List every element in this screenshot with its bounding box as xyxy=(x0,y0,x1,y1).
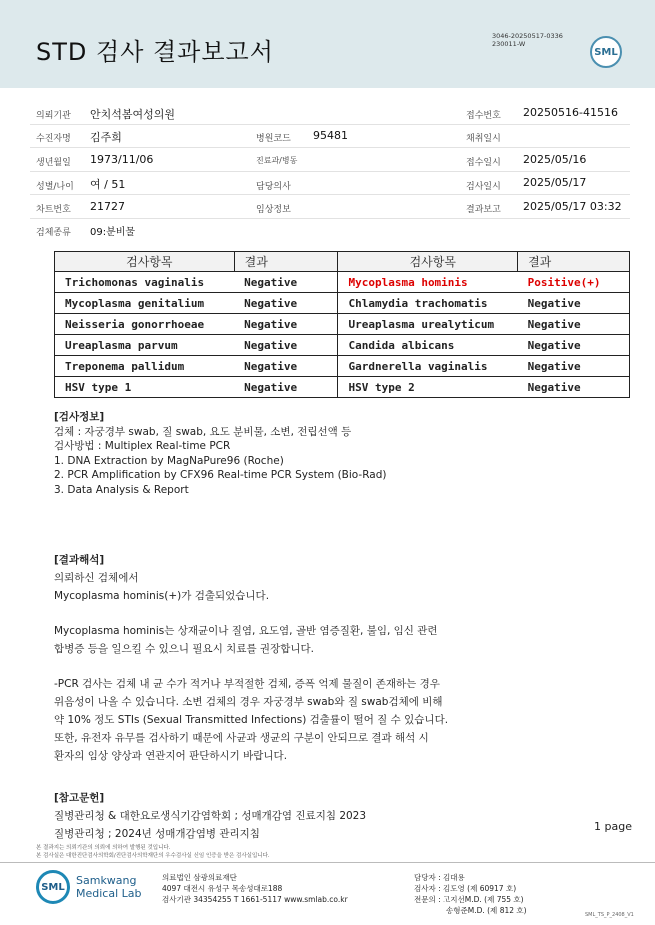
doctor-label: 담당의사 xyxy=(256,182,291,192)
report-date-label: 결과보고 xyxy=(466,205,501,215)
test-item: HSV type 1 xyxy=(55,377,235,398)
test-item: Trichomonas vaginalis xyxy=(55,272,235,293)
note-line: 본 결과지는 의뢰기관의 의뢰에 의하여 발행된 것입니다. xyxy=(36,845,171,851)
test-info-line: 검체 : 자궁경부 swab, 질 swab, 요도 분비물, 소변, 전립선액 등 xyxy=(54,425,352,438)
lab-address xyxy=(162,872,348,905)
divider xyxy=(30,194,630,195)
test-info-line: 3. Data Analysis & Report xyxy=(54,483,189,496)
dob-label: 생년월일 xyxy=(36,158,71,168)
org-value: 안치석봄여성의원 xyxy=(90,108,176,121)
col-result-1: 결과 xyxy=(234,252,338,272)
test-date-value: 2025/05/17 xyxy=(523,176,587,189)
interpretation-heading: [결과해석] xyxy=(54,554,105,566)
interpretation-line: 환자의 임상 양상과 연관지어 판단하시기 바랍니다. xyxy=(54,750,288,762)
test-result: Negative xyxy=(518,314,630,335)
interpretation-section xyxy=(54,551,448,765)
test-info-line: 1. DNA Extraction by MagNaPure96 (Roche) xyxy=(54,454,284,467)
samkwang-logo: SML xyxy=(36,870,70,904)
references-heading: [참고문헌] xyxy=(54,792,105,804)
test-result: Negative xyxy=(234,377,338,398)
test-result: Negative xyxy=(518,377,630,398)
interpretation-line: Mycoplasma hominis는 상재균이나 질염, 요도염, 골반 염증질환, 불임, 임신 관련 xyxy=(54,625,438,637)
sex-age-label: 성별/나이 xyxy=(36,182,74,192)
col-result-2: 결과 xyxy=(518,252,630,272)
clinical-label: 임상정보 xyxy=(256,205,291,215)
table-row xyxy=(55,377,630,398)
staff-line: 송형준M.D. (제 812 호) xyxy=(446,906,527,915)
interpretation-line: 의뢰하신 검체에서 xyxy=(54,572,139,584)
reference-line: 질병관리청 ; 2024년 성매개감염병 관리지침 xyxy=(54,828,260,840)
results-table xyxy=(54,251,630,398)
report-title: STD 검사 결과보고서 xyxy=(36,38,274,66)
report-codes xyxy=(492,32,563,48)
col-item-2: 검사항목 xyxy=(338,252,518,272)
receipt-no-label: 접수번호 xyxy=(466,111,501,121)
page-number: 1 page xyxy=(594,820,632,833)
table-row xyxy=(55,335,630,356)
lab-name xyxy=(76,874,142,900)
test-info-heading: [검사정보] xyxy=(54,411,105,423)
chart-no-label: 차트번호 xyxy=(36,205,71,215)
test-result: Negative xyxy=(234,314,338,335)
hosp-code-label: 병원코드 xyxy=(256,134,291,144)
report-date-value: 2025/05/17 03:32 xyxy=(523,200,622,213)
lab-name-line1: Samkwang xyxy=(76,874,137,887)
test-item: Candida albicans xyxy=(338,335,518,356)
interpretation-line: Mycoplasma hominis(+)가 검출되었습니다. xyxy=(54,590,270,602)
divider xyxy=(30,124,630,125)
test-result: Negative xyxy=(518,293,630,314)
divider xyxy=(30,218,630,219)
form-code: SML_TS_P_2408_V1 xyxy=(585,912,634,918)
address-line: 의료법인 삼광의료재단 xyxy=(162,873,237,882)
test-result: Negative xyxy=(234,272,338,293)
note-line: 본 검사실은 대한진단검사의학회/진단검사의학재단의 우수검사실 신임 인증을 받은 검사실입니다. xyxy=(36,853,270,859)
chart-no-value: 21727 xyxy=(90,200,125,213)
test-item: HSV type 2 xyxy=(338,377,518,398)
test-item: Chlamydia trachomatis xyxy=(338,293,518,314)
test-item: Ureaplasma urealyticum xyxy=(338,314,518,335)
table-row xyxy=(55,293,630,314)
interpretation-line: 약 10% 정도 STIs (Sexual Transmitted Infections) 검출률이 떨어 질 수 있습니다. xyxy=(54,714,449,726)
interpretation-line: 또한, 유전자 유무를 검사하기 때문에 사균과 생균의 구분이 안되므로 결과 해석 시 xyxy=(54,732,429,744)
report-code-2: 230011-W xyxy=(492,40,526,48)
test-info-line: 검사방법 : Multiplex Real-time PCR xyxy=(54,440,231,452)
table-row xyxy=(55,356,630,377)
dob-value: 1973/11/06 xyxy=(90,153,154,166)
test-date-label: 검사일시 xyxy=(466,182,501,192)
interpretation-line: 위음성이 나올 수 있습니다. 소변 검체의 경우 자궁경부 swab와 질 swab검체에 비해 xyxy=(54,696,443,708)
receipt-date-value: 2025/05/16 xyxy=(523,153,587,166)
interpretation-line: 합병증 등을 일으킬 수 있으니 필요시 치료를 권장합니다. xyxy=(54,643,314,655)
test-item: Mycoplasma hominis xyxy=(338,272,518,293)
test-info-section xyxy=(54,410,386,497)
name-value: 김주희 xyxy=(90,131,122,144)
test-item: Neisseria gonorrhoeae xyxy=(55,314,235,335)
hosp-code-value: 95481 xyxy=(313,129,348,142)
interpretation-line: -PCR 검사는 검체 내 균 수가 적거나 부적절한 검체, 증폭 억제 물질이 존재하는 경우 xyxy=(54,678,440,690)
results-header-row xyxy=(55,252,630,272)
sml-logo: SML xyxy=(590,36,622,68)
receipt-date-label: 접수일시 xyxy=(466,158,501,168)
specimen-label: 검체종류 xyxy=(36,228,71,238)
divider xyxy=(30,147,630,148)
test-result: Negative xyxy=(234,335,338,356)
test-info-line: 2. PCR Amplification by CFX96 Real-time PCR System (Bio-Rad) xyxy=(54,469,387,481)
test-item: Ureaplasma parvum xyxy=(55,335,235,356)
references-section xyxy=(54,789,366,843)
col-item-1: 검사항목 xyxy=(55,252,235,272)
staff-line: 검사자 : 김도영 (제 60917 호) xyxy=(414,884,517,893)
table-row xyxy=(55,272,630,293)
specimen-value: 09:분비물 xyxy=(90,227,136,238)
reference-line: 질병관리청 & 대한요로생식기감염학회 ; 성매개감염 진료지침 2023 xyxy=(54,810,367,822)
name-label: 수진자명 xyxy=(36,134,71,144)
divider xyxy=(30,171,630,172)
test-result: Positive(+) xyxy=(518,272,630,293)
test-item: Gardnerella vaginalis xyxy=(338,356,518,377)
collect-date-label: 채취일시 xyxy=(466,134,501,144)
test-item: Treponema pallidum xyxy=(55,356,235,377)
test-result: Negative xyxy=(518,335,630,356)
test-result: Negative xyxy=(234,293,338,314)
dept-label: 진료과/병동 xyxy=(256,156,298,165)
sex-age-value: 여 / 51 xyxy=(90,178,126,191)
address-line: 4097 대전시 유성구 목송성대로188 xyxy=(162,884,283,893)
test-item: Mycoplasma genitalium xyxy=(55,293,235,314)
lab-staff xyxy=(414,872,527,916)
receipt-no-value: 20250516-41516 xyxy=(523,106,618,119)
test-result: Negative xyxy=(234,356,338,377)
org-label: 의뢰기관 xyxy=(36,111,71,121)
address-line: 검사기관 34354255 T 1661-5117 www.smlab.co.kr xyxy=(162,895,348,904)
report-code-1: 3046-20250517-0336 xyxy=(492,32,563,40)
staff-line: 전문의 : 고지선M.D. (제 755 호) xyxy=(414,895,524,904)
report-header xyxy=(0,0,655,88)
lab-name-line2: Medical Lab xyxy=(76,887,142,900)
staff-line: 담당자 : 김대용 xyxy=(414,873,465,882)
table-row xyxy=(55,314,630,335)
test-result: Negative xyxy=(518,356,630,377)
